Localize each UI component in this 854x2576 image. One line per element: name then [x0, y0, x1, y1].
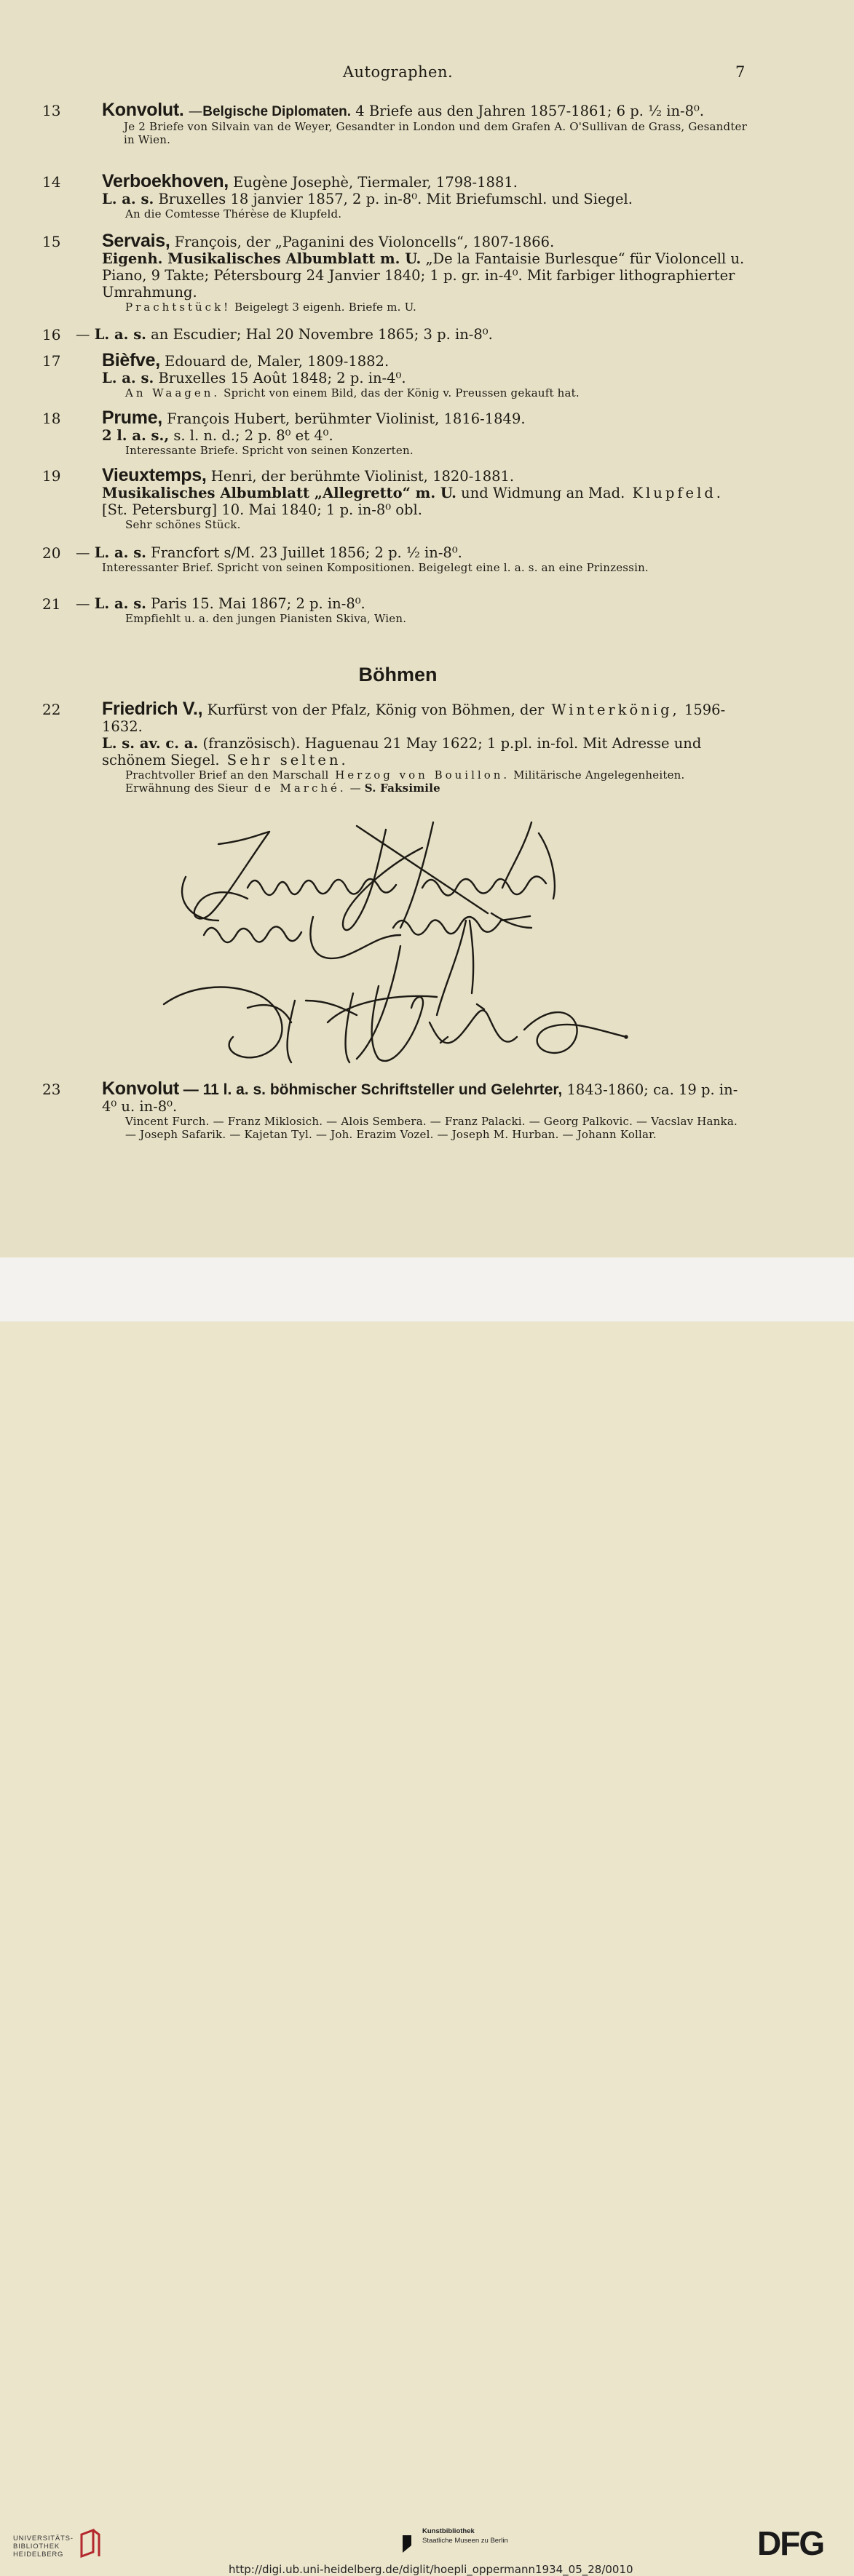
entry-name: Bièfve,	[102, 350, 160, 370]
university-library-label: UNIVERSITÄTS- BIBLIOTHEK HEIDELBERG	[13, 2535, 74, 2559]
lot-number: 20	[42, 544, 61, 562]
lot-number: 18	[42, 410, 61, 427]
catalog-entry: 13 Konvolut. —Belgische Diplomaten. 4 Briefe aus den Jahren 1857-1861; 6 p. ½ in-8⁰. Je 2 Briefe von Silvain van de Weyer, Gesandter in London und dem Grafen A. O'Sullivan de Grass, Gesandter in Wien.	[42, 100, 747, 146]
entry-note: Prachtvoller Brief an den Marschall Herzog von Bouillon. Militärische Angelegenheiten. Erwähnung des Sieur de Marché. — S. Faksimile	[125, 768, 685, 795]
section-heading: Böhmen	[358, 664, 438, 685]
lot-number: 13	[42, 102, 61, 119]
entry-name: Friedrich V.,	[102, 699, 203, 719]
source-url[interactable]: http://digi.ub.uni-heidelberg.de/diglit/hoepli_oppermann1934_05_28/0010	[229, 2563, 633, 2576]
entry-note: Je 2 Briefe von Silvain van de Weyer, Gesandter in London und dem Grafen A. O'Sullivan de Grass, Gesandter in Wien.	[124, 120, 747, 146]
lot-number: 17	[42, 352, 61, 370]
catalog-entry: 16 — L. a. s. an Escudier; Hal 20 Novembre 1865; 3 p. in-8⁰.	[42, 326, 493, 343]
entry-name: Verboekhoven,	[102, 171, 229, 191]
entry-note: Interessanter Brief. Spricht von seinen Kompositionen. Beigelegt eine l. a. s. an eine Prinzessin.	[102, 561, 649, 574]
kunstbibliothek-label: Kunstbibliothek Staatliche Museen zu Berlin	[422, 2527, 508, 2545]
entry-name: Konvolut.	[102, 100, 184, 120]
catalog-entry: 15 Servais, François, der „Paganini des Violoncells“, 1807-1866. Eigenh. Musikalisches Albumblatt m. U. „De la Fantaisie Burlesque“ für Violoncell u. Piano, 9 Takte; Pétersbourg 24 Janvier 1840; 1 p. gr. in-4⁰. Mit farbiger lithographierter Umrahmung. Prachtstück! Beigelegt 3 eigenh. Briefe m. U.	[42, 233, 748, 314]
entry-note: An Waagen. Spricht von einem Bild, das der König v. Preussen gekauft hat.	[125, 386, 580, 399]
entry-note: Sehr schönes Stück.	[125, 518, 241, 531]
entry-name: Servais,	[102, 231, 170, 251]
kunstbibliothek-logo-icon	[391, 2529, 413, 2554]
catalog-entry: 23 Konvolut — 11 l. a. s. böhmischer Schriftsteller und Gelehrter, 1843-1860; ca. 19 p. in-4⁰ u. in-8⁰. Vincent Furch. — Franz Miklosich. — Alois Sembera. — Franz Palacki. — Georg Palkovic. — Vacslav Hanka. — Joseph Safarik. — Kajetan Tyl. — Joh. Erazim Vozel. — Joseph M. Hurban. — Johann Kollar.	[42, 1081, 748, 1141]
entry-note: An die Comtesse Thérèse de Klupfeld.	[125, 207, 342, 220]
entry-note: Vincent Furch. — Franz Miklosich. — Alois Sembera. — Franz Palacki. — Georg Palkovic. — Vacslav Hanka. — Joseph Safarik. — Kajetan Tyl. — Joh. Erazim Vozel. — Joseph M. Hurban. — Johann Kollar.	[125, 1115, 738, 1141]
entry-note: Empfiehlt u. a. den jungen Pianisten Skiva, Wien.	[125, 612, 407, 625]
lot-number: 15	[42, 233, 61, 250]
running-header: Autographen.	[342, 63, 454, 81]
dfg-logo: DFG	[757, 2524, 824, 2562]
footer-bar	[0, 1257, 854, 2576]
lot-number: 16	[42, 326, 61, 343]
catalog-entry: 18 Prume, François Hubert, berühmter Violinist, 1816-1849. 2 l. a. s., s. l. n. d.; 2 p. 8⁰ et 4⁰. Interessante Briefe. Spricht von seinen Konzerten.	[42, 410, 748, 457]
entry-name: Konvolut	[102, 1078, 179, 1099]
catalog-entry: 14 Verboekhoven, Eugène Josephè, Tiermaler, 1798-1881. L. a. s. Bruxelles 18 janvier 1857, 2 p. in-8⁰. Mit Briefumschl. und Siegel. An die Comtesse Thérèse de Klupfeld.	[42, 173, 748, 220]
catalog-entry: 20 — L. a. s. Francfort s/M. 23 Juillet 1856; 2 p. ½ in-8⁰. Interessanter Brief. Spricht von seinen Kompositionen. Beigelegt eine l. a. s. an eine Prinzessin.	[42, 544, 748, 574]
lot-number: 14	[42, 173, 61, 191]
entry-name: Vieuxtemps,	[102, 465, 207, 485]
lot-number: 19	[42, 467, 61, 485]
catalog-entry: 17 Bièfve, Edouard de, Maler, 1809-1882. L. a. s. Bruxelles 15 Août 1848; 2 p. in-4⁰. An Waagen. Spricht von einem Bild, das der König v. Preussen gekauft hat.	[42, 352, 748, 399]
lot-number: 22	[42, 701, 61, 718]
catalog-entry: 21 — L. a. s. Paris 15. Mai 1867; 2 p. in-8⁰. Empfiehlt u. a. den jungen Pianisten Skiva, Wien.	[42, 595, 748, 625]
lot-number: 21	[42, 595, 61, 613]
entry-note: Interessante Briefe. Spricht von seinen Konzerten.	[125, 444, 414, 457]
page-number: 7	[735, 63, 746, 81]
entry-name: Prume,	[102, 408, 162, 428]
catalog-page	[0, 0, 854, 1257]
university-library-logo-icon	[77, 2527, 103, 2559]
lot-number: 23	[42, 1081, 61, 1098]
entry-note: Prachtstück! Beigelegt 3 eigenh. Briefe m. U.	[125, 301, 416, 314]
signature-facsimile	[160, 819, 677, 1070]
catalog-entry: 22 Friedrich V., Kurfürst von der Pfalz, König von Böhmen, der Winterkönig, 1596-1632. L. s. av. c. a. (französisch). Haguenau 21 May 1622; 1 p.pl. in-fol. Mit Adresse und schönem Siegel. Sehr selten. Prachtvoller Brief an den Marschall Herzog von Bouillon. Militärische Angelegenheiten. Erwähnung des Sieur de Marché. — S. Faksimile	[42, 701, 748, 795]
catalog-entry: 19 Vieuxtemps, Henri, der berühmte Violinist, 1820-1881. Musikalisches Albumblatt „Allegretto“ m. U. und Widmung an Mad. Klupfeld. [St. Petersburg] 10. Mai 1840; 1 p. in-8⁰ obl. Sehr schönes Stück.	[42, 467, 748, 531]
